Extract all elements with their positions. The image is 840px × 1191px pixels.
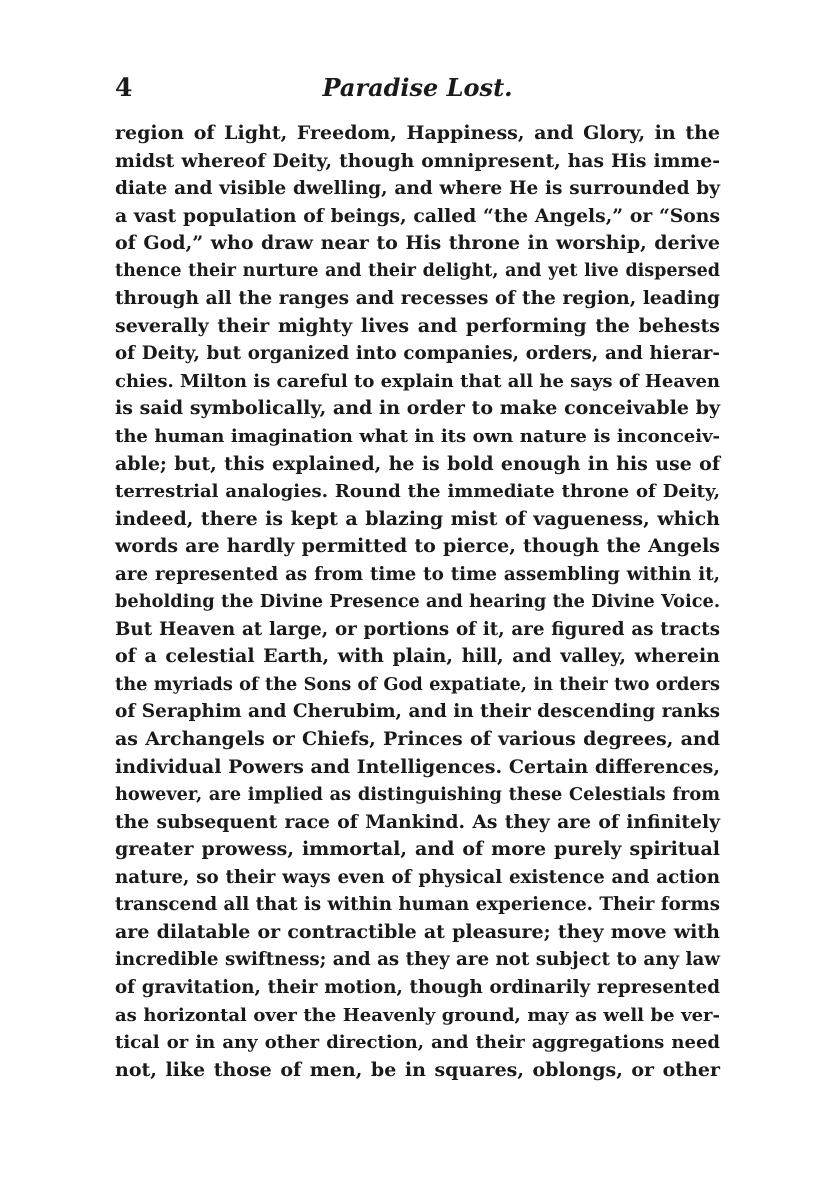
text-line: the human imagination what in its own nature is inconceiv- (115, 426, 720, 448)
page-number: 4 (115, 73, 133, 102)
text-line: chies. Milton is careful to explain that all he says of Heaven (115, 370, 720, 392)
text-line: of Deity, but organized into companies, orders, and hierar- (115, 343, 720, 365)
text-line: however, are implied as distinguishing these Celestials from (115, 784, 720, 806)
text-line: But Heaven at large, or portions of it, are figured as tracts (115, 618, 720, 640)
text-line: as horizontal over the Heavenly ground, may as well be ver- (115, 1004, 720, 1026)
text-line: of gravitation, their motion, though ordinarily represented (115, 976, 720, 998)
text-line: the subsequent race of Mankind. As they are of infinitely (115, 810, 720, 833)
page-header (115, 70, 720, 106)
text-line: of God,” who draw near to His throne in worship, derive (115, 232, 720, 255)
body-text (115, 120, 720, 1084)
running-title: Paradise Lost. (322, 73, 513, 102)
text-line: are represented as from time to time assembling within it, (115, 563, 720, 585)
text-line: of Seraphim and Cherubim, and in their descending ranks (115, 701, 720, 723)
text-line: thence their nurture and their delight, and yet live dispersed (115, 260, 720, 281)
text-line: individual Powers and Intelligences. Certain differences, (115, 755, 720, 778)
text-line: of a celestial Earth, with plain, hill, and valley, wherein (115, 645, 720, 668)
text-line: the myriads of the Sons of God expatiate, in their two orders (115, 673, 720, 695)
text-line: midst whereof Deity, though omnipresent, has His imme- (115, 149, 720, 172)
text-line: indeed, there is kept a blazing mist of vagueness, which (115, 507, 720, 530)
text-line: region of Light, Freedom, Happiness, and Glory, in the (115, 122, 720, 144)
text-line: nature, so their ways even of physical existence and action (115, 866, 720, 888)
text-line: are dilatable or contractible at pleasure; they move with (115, 920, 720, 943)
text-line: transcend all that is within human experience. Their forms (115, 894, 720, 916)
text-line: a vast population of beings, called “the Angels,” or “Sons (115, 204, 720, 227)
text-line: terrestrial analogies. Round the immediate throne of Deity, (115, 481, 720, 503)
text-line: is said symbolically, and in order to make conceivable by (115, 397, 720, 420)
text-line: greater prowess, immortal, and of more purely spiritual (115, 838, 720, 861)
text-line: tical or in any other direction, and their aggregations need (115, 1032, 720, 1054)
text-line: words are hardly permitted to pierce, though the Angels (115, 535, 720, 558)
text-line: incredible swiftness; and as they are not subject to any law (115, 949, 720, 971)
text-line: not, like those of men, be in squares, oblongs, or other (115, 1058, 720, 1081)
text-line: able; but, this explained, he is bold enough in his use of (115, 452, 720, 475)
text-line: severally their mighty lives and performing the behests (115, 314, 720, 337)
text-line: beholding the Divine Presence and hearing the Divine Voice. (115, 591, 720, 613)
text-line: as Archangels or Chiefs, Princes of various degrees, and (115, 728, 720, 751)
text-line: diate and visible dwelling, and where He is surrounded by (115, 178, 720, 200)
text-line: through all the ranges and recesses of the region, leading (115, 288, 720, 310)
